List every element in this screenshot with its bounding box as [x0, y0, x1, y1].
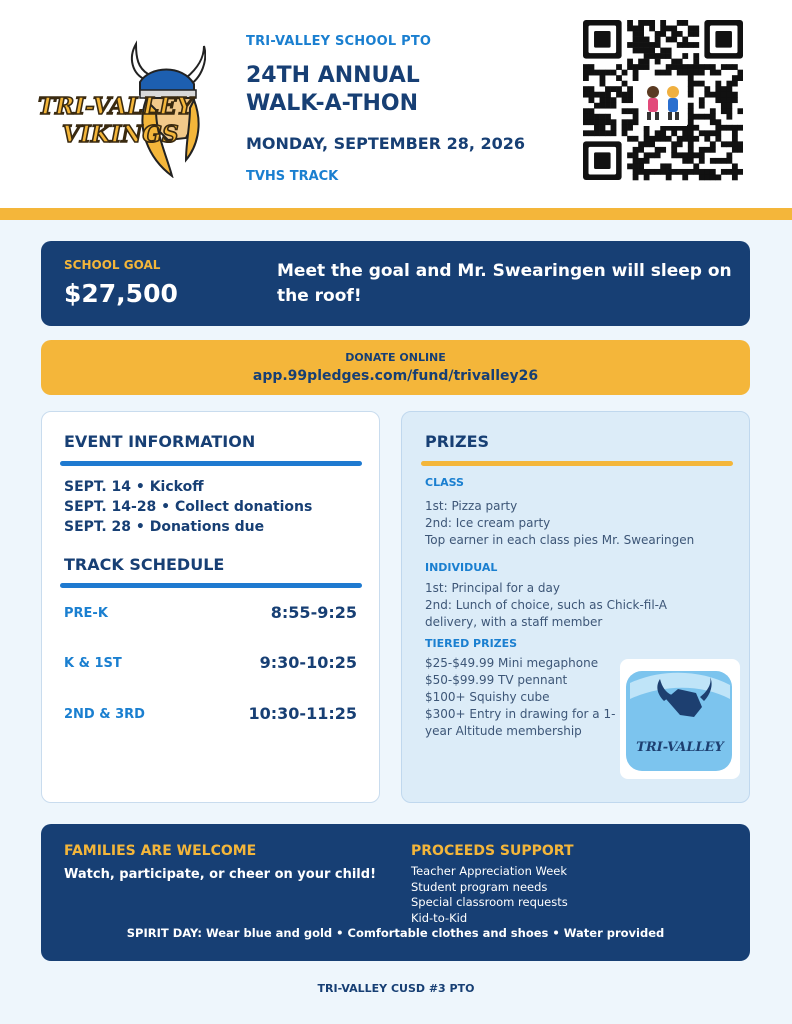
schedule-grade-prek: PRE-K	[64, 606, 108, 621]
org-name: TRI-VALLEY SCHOOL PTO	[246, 34, 432, 49]
spirit-day-note: SPIRIT DAY: Wear blue and gold • Comfortable clothes and shoes • Water provided	[126, 926, 665, 940]
proceeds-item-2: Student program needs	[411, 879, 548, 894]
proceeds-list	[411, 864, 568, 926]
footer-org: TRI-VALLEY CUSD #3 PTO	[317, 982, 475, 995]
class-prizes-heading: CLASS	[425, 476, 464, 489]
families-banner	[41, 824, 750, 961]
goal-amount: $27,500	[64, 279, 178, 308]
track-schedule-divider	[60, 583, 362, 588]
event-date-due: SEPT. 28 • Donations due	[64, 519, 265, 535]
donate-label: DONATE ONLINE	[345, 351, 446, 364]
header-divider	[0, 208, 792, 220]
families-text: Watch, participate, or cheer on your child!	[64, 867, 376, 882]
schedule-time-prek: 8:55-9:25	[270, 603, 357, 622]
individual-prize-1: 1st: Principal for a day	[425, 581, 560, 595]
event-venue: TVHS TRACK	[246, 169, 339, 184]
prizes-card	[401, 411, 750, 803]
schedule-time-23: 10:30-11:25	[248, 704, 357, 723]
class-prizes-list	[425, 498, 745, 549]
schedule-time-k1: 9:30-10:25	[259, 653, 357, 672]
class-prize-1: 1st: Pizza party	[425, 499, 518, 513]
event-title-line2: WALK-A-THON	[246, 91, 419, 116]
event-date-collect: SEPT. 14-28 • Collect donations	[64, 499, 313, 515]
event-info-divider	[60, 461, 362, 466]
event-information-card	[41, 411, 380, 803]
tiered-prizes-heading: TIERED PRIZES	[425, 637, 518, 650]
event-title-line1: 24TH ANNUAL	[246, 63, 420, 88]
event-date-kickoff: SEPT. 14 • Kickoff	[64, 479, 204, 495]
qr-code[interactable]	[583, 20, 743, 184]
donate-online-banner[interactable]	[41, 340, 750, 395]
tiered-prizes-list	[425, 655, 625, 740]
class-prize-2: 2nd: Ice cream party	[425, 516, 551, 530]
individual-prizes-heading: INDIVIDUAL	[425, 561, 498, 574]
donate-link[interactable]: app.99pledges.com/fund/trivalley26	[252, 368, 539, 384]
event-date: MONDAY, SEPTEMBER 28, 2026	[246, 134, 526, 153]
class-prize-3: Top earner in each class pies Mr. Swearingen	[425, 533, 695, 547]
logo-text-line1: TRI-VALLEY	[38, 93, 194, 120]
prizes-heading: PRIZES	[425, 432, 490, 451]
tiered-prize-4: $300+ Entry in drawing for a 1-year Altitude membership	[425, 707, 616, 738]
individual-prizes-list	[425, 580, 715, 631]
school-goal-banner	[41, 241, 750, 326]
squishy-cube-image	[620, 659, 740, 779]
families-heading: FAMILIES ARE WELCOME	[64, 843, 257, 859]
tiered-prize-2: $50-$99.99 TV pennant	[425, 673, 568, 687]
individual-prize-2: 2nd: Lunch of choice, such as Chick-fil-A delivery, with a staff member	[425, 598, 667, 629]
schedule-grade-23: 2ND & 3RD	[64, 707, 145, 722]
logo-text-line2: VIKINGS	[62, 121, 179, 148]
track-schedule-heading: TRACK SCHEDULE	[64, 555, 225, 574]
goal-message: Meet the goal and Mr. Swearingen will sleep on the roof!	[277, 261, 732, 306]
proceeds-item-1: Teacher Appreciation Week	[411, 864, 568, 878]
event-title	[246, 62, 420, 118]
proceeds-item-4: Kid-to-Kid	[411, 910, 468, 925]
vikings-logo	[36, 38, 206, 178]
tiered-prize-1: $25-$49.99 Mini megaphone	[425, 656, 599, 670]
event-info-heading: EVENT INFORMATION	[64, 432, 256, 451]
proceeds-heading: PROCEEDS SUPPORT	[411, 843, 574, 859]
cube-text: TRI-VALLEY	[636, 740, 724, 755]
prizes-divider	[421, 461, 733, 466]
tiered-prize-3: $100+ Squishy cube	[425, 690, 550, 704]
goal-label: SCHOOL GOAL	[64, 258, 161, 272]
schedule-grade-k1: K & 1ST	[64, 656, 122, 671]
proceeds-item-3: Special classroom requests	[411, 895, 568, 909]
